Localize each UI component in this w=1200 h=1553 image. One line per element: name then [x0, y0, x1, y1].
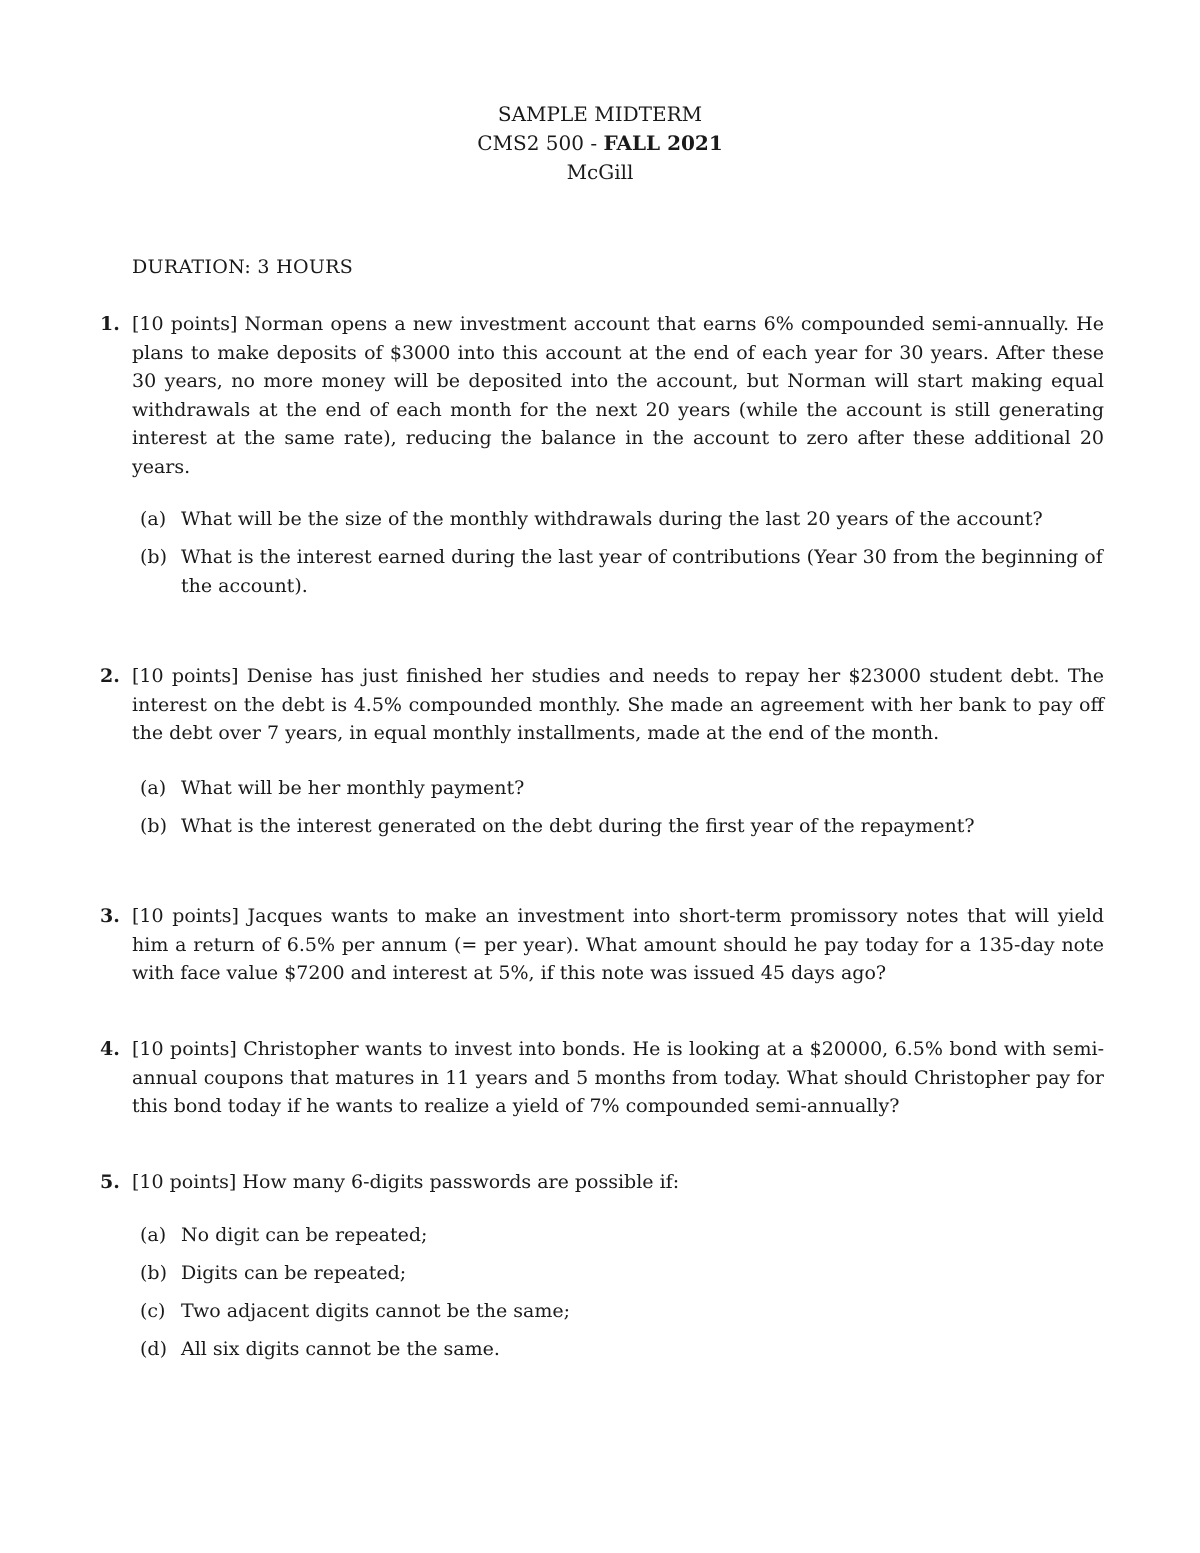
part-text: Digits can be repeated;	[181, 1262, 407, 1285]
question-1-parts	[140, 505, 1105, 610]
question-part	[140, 543, 1105, 600]
term: FALL 2021	[603, 131, 723, 155]
question-part	[140, 1259, 1105, 1288]
question-text: [10 points] How many 6-digits passwords are possible if:	[132, 1171, 680, 1193]
question-part	[140, 505, 1105, 534]
question-number: 2.	[100, 665, 120, 687]
question-part	[140, 1297, 1105, 1326]
question-part	[140, 1221, 1105, 1250]
question-text: [10 points] Christopher wants to invest into bonds. He is looking at a $20000, 6.5% bond with semi-annual coupons that matures in 11 years and 5 months from today. What should Christopher pay for this bond today if he wants to realize a yield of 7% compounded semi-annually?	[132, 1038, 1104, 1118]
exam-title: SAMPLE MIDTERM	[497, 102, 703, 126]
question-text: [10 points] Norman opens a new investment account that earns 6% compounded semi-annually. He plans to make deposits of $3000 into this account at the end of each year for 30 years. After these 30 years, no more money will be deposited into the account, but Norman will start making equal withdrawals at the end of each month for the next 20 years (while the account is still generating interest at the same rate), reducing the balance in the account to zero after these additional 20 years.	[132, 313, 1104, 478]
part-label: (a)	[140, 777, 167, 799]
course-code: CMS2 500 -	[477, 131, 604, 155]
question-5-parts	[140, 1221, 1105, 1373]
part-text: No digit can be repeated;	[181, 1224, 428, 1246]
question-part	[140, 812, 1105, 841]
question-5	[100, 1168, 1104, 1197]
part-text: What is the interest earned during the last year of contributions (Year 30 from the beginning of the account).	[181, 546, 1103, 597]
question-4	[100, 1035, 1104, 1121]
part-label: (a)	[140, 1224, 167, 1246]
question-number: 4.	[100, 1038, 120, 1060]
part-label: (b)	[140, 815, 167, 838]
exam-header	[0, 100, 1200, 187]
part-text: What will be the size of the monthly withdrawals during the last 20 years of the account?	[181, 508, 1043, 530]
part-label: (b)	[140, 546, 167, 569]
question-2-parts	[140, 774, 1105, 850]
question-number: 5.	[100, 1171, 120, 1193]
question-2	[100, 662, 1104, 748]
part-label: (d)	[140, 1338, 167, 1361]
part-text: What is the interest generated on the debt during the first year of the repayment?	[181, 815, 975, 838]
part-label: (c)	[140, 1300, 166, 1323]
part-text: All six digits cannot be the same.	[181, 1338, 500, 1361]
question-part	[140, 774, 1105, 803]
question-number: 3.	[100, 905, 120, 927]
question-text: [10 points] Denise has just finished her studies and needs to repay her $23000 student debt. The interest on the debt is 4.5% compounded monthly. She made an agreement with her bank to pay off the debt over 7 years, in equal monthly installments, made at the end of the month.	[132, 665, 1104, 745]
question-number: 1.	[100, 313, 120, 335]
course-line	[0, 129, 1200, 158]
question-1	[100, 310, 1104, 482]
question-3	[100, 902, 1104, 988]
part-label: (a)	[140, 508, 167, 530]
question-part	[140, 1335, 1105, 1364]
part-text: Two adjacent digits cannot be the same;	[181, 1300, 571, 1323]
exam-duration: DURATION: 3 HOURS	[132, 256, 354, 278]
part-text: What will be her monthly payment?	[181, 777, 525, 799]
institution: McGill	[566, 160, 634, 184]
part-label: (b)	[140, 1262, 167, 1285]
question-text: [10 points] Jacques wants to make an investment into short-term promissory notes that will yield him a return of 6.5% per annum (= per year). What amount should he pay today for a 135-day note with face value $7200 and interest at 5%, if this note was issued 45 days ago?	[132, 905, 1104, 985]
